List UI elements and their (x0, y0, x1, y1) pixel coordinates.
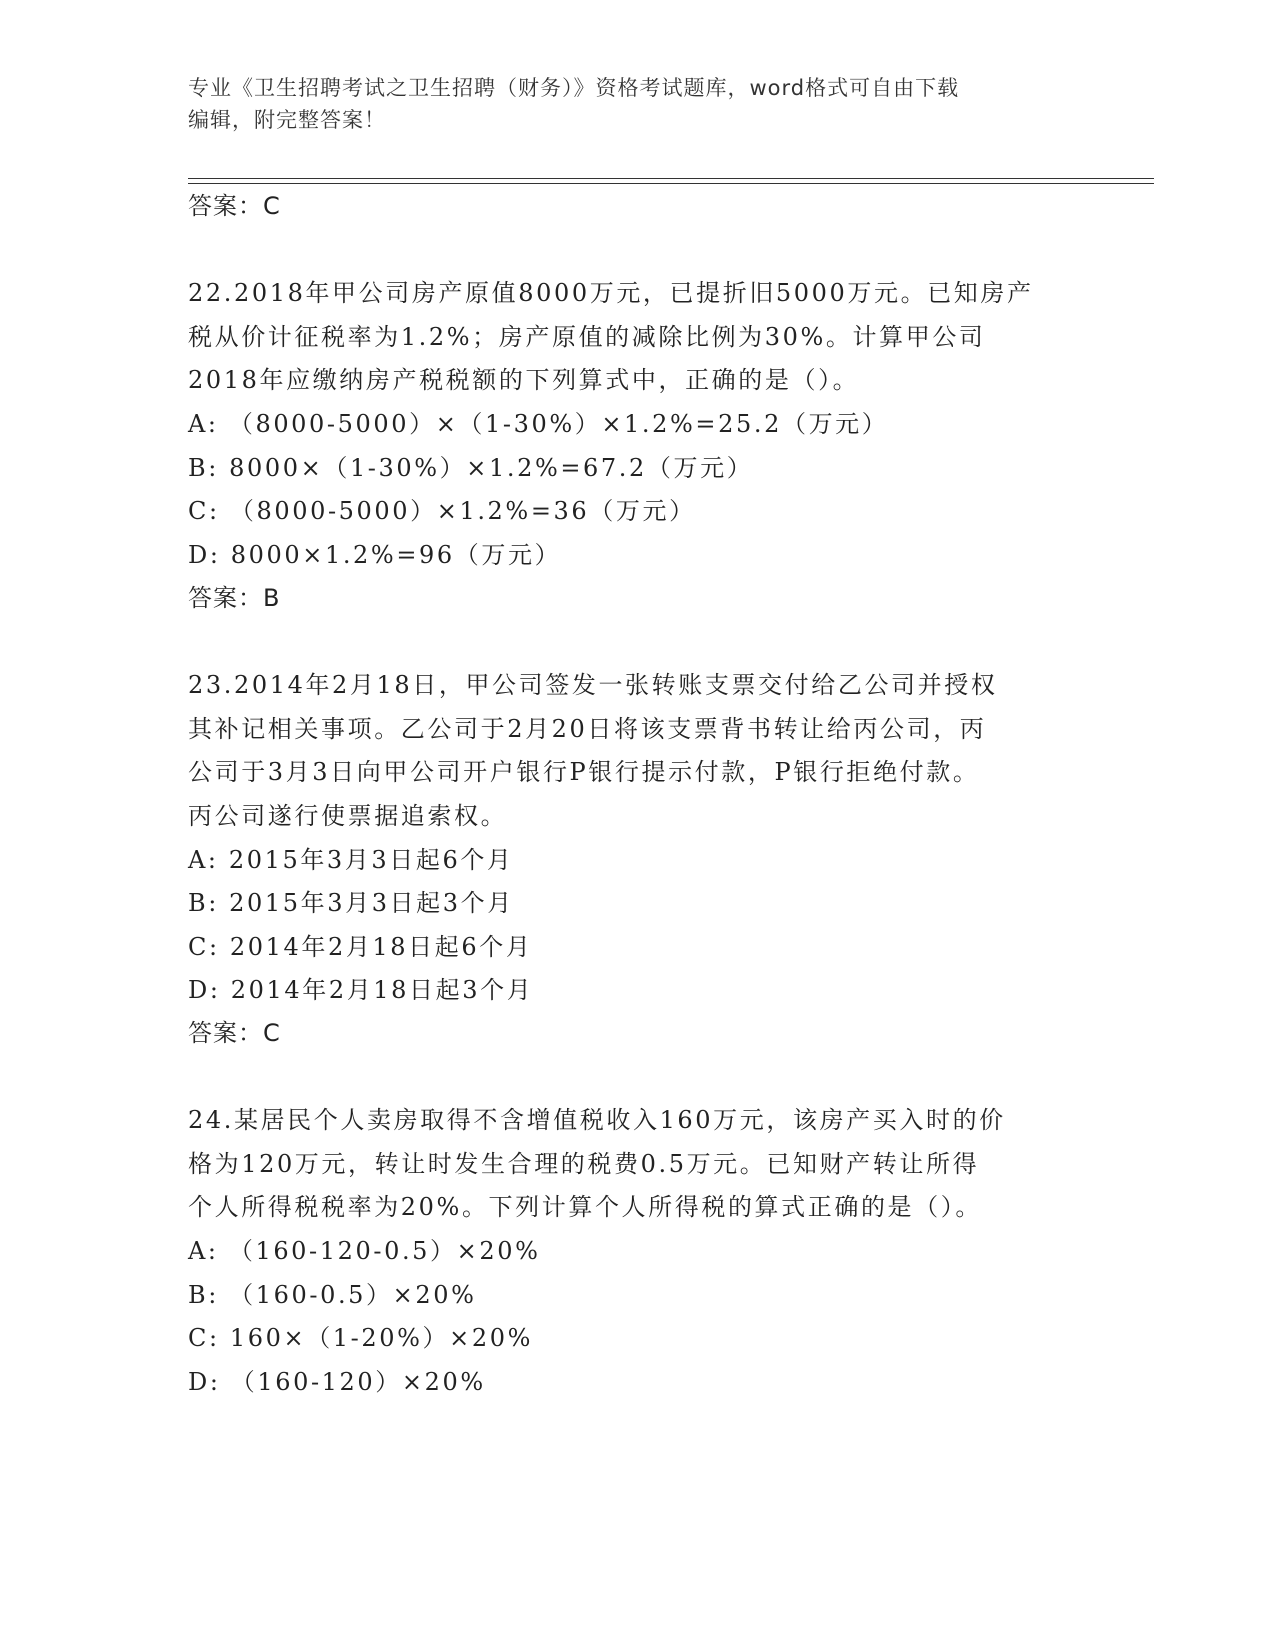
question-24-stem-line-3: 个人所得税税率为20%。下列计算个人所得税的算式正确的是（）。 (188, 1193, 982, 1221)
question-22-option-a: A: （8000-5000）×（1-30%）×1.2%=25.2（万元） (188, 410, 889, 438)
question-23-option-a: A: 2015年3月3日起6个月 (188, 846, 514, 874)
question-23-stem-line-2: 其补记相关事项。乙公司于2月20日将该支票背书转让给丙公司，丙 (188, 715, 987, 743)
header-rule-bottom (188, 183, 1154, 184)
question-24-option-b: B: （160-0.5）×20% (188, 1281, 477, 1309)
question-22-stem-line-3: 2018年应缴纳房产税税额的下列算式中，正确的是（）。 (188, 366, 860, 394)
question-23-stem-line-4: 丙公司遂行使票据追索权。 (188, 802, 508, 830)
question-22-option-c: C: （8000-5000）×1.2%=36（万元） (188, 497, 696, 525)
question-22-stem-line-1: 22.2018年甲公司房产原值8000万元，已提折旧5000万元。已知房产 (188, 279, 1034, 307)
question-23-option-b: B: 2015年3月3日起3个月 (188, 889, 514, 917)
answer-22: 答案：B (188, 584, 281, 612)
header-line-2: 编辑，附完整答案！ (188, 108, 386, 132)
question-24-option-a: A: （160-120-0.5）×20% (188, 1237, 541, 1265)
question-22-option-d: D: 8000×1.2%=96（万元） (188, 541, 562, 569)
question-23-stem-line-1: 23.2014年2月18日，甲公司签发一张转账支票交付给乙公司并授权 (188, 671, 998, 699)
question-24-stem-line-2: 格为120万元，转让时发生合理的税费0.5万元。已知财产转让所得 (188, 1150, 980, 1178)
page-header (188, 72, 1088, 136)
answer-23: 答案：C (188, 1019, 281, 1047)
header-rule-top (188, 178, 1154, 179)
question-24-option-d: D: （160-120）×20% (188, 1368, 486, 1396)
header-line-1: 专业《卫生招聘考试之卫生招聘（财务）》资格考试题库，word格式可自由下载 (188, 76, 960, 100)
question-23-option-c: C: 2014年2月18日起6个月 (188, 933, 533, 961)
question-22-stem-line-2: 税从价计征税率为1.2%；房产原值的减除比例为30%。计算甲公司 (188, 323, 986, 351)
question-23-stem-line-3: 公司于3月3日向甲公司开户银行P银行提示付款，P银行拒绝付款。 (188, 758, 980, 786)
question-24-option-c: C: 160×（1-20%）×20% (188, 1324, 533, 1352)
answer-21: 答案：C (188, 192, 281, 220)
question-23-option-d: D: 2014年2月18日起3个月 (188, 976, 534, 1004)
question-22-option-b: B: 8000×（1-30%）×1.2%=67.2（万元） (188, 454, 754, 482)
question-24-stem-line-1: 24.某居民个人卖房取得不含增值税收入160万元，该房产买入时的价 (188, 1106, 1006, 1134)
